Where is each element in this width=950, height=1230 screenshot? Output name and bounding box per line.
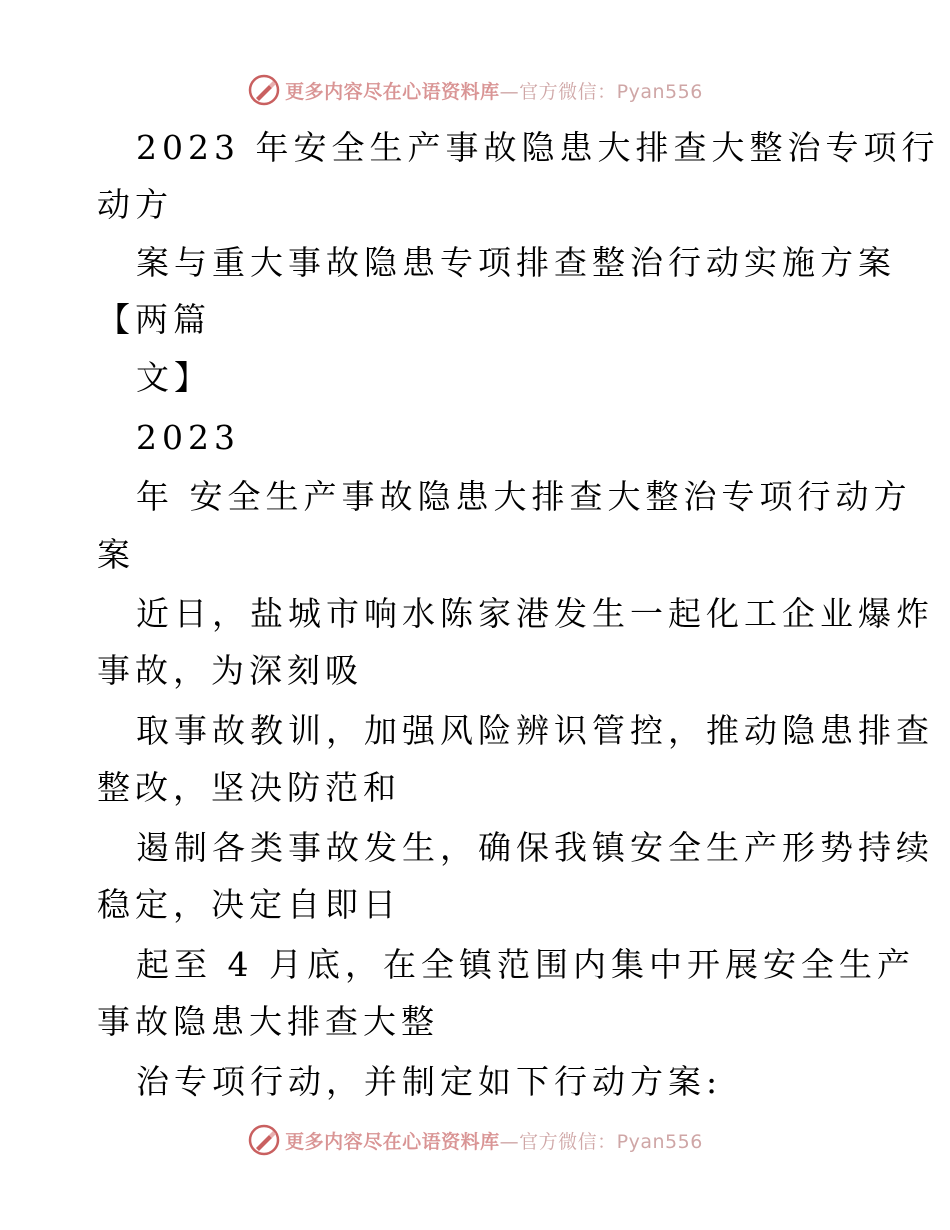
- text-line: 年 安全生产事故隐患大排查大整治专项行动方: [136, 477, 912, 516]
- text-line: 2023: [136, 418, 240, 457]
- text-line: 案: [97, 535, 135, 574]
- pen-circle-logo-icon: [247, 73, 281, 107]
- watermark-sub-text: —官方微信：Pyan556: [499, 80, 703, 103]
- text-line: 近日，盐城市响水陈家港发生一起化工企业爆炸: [136, 594, 934, 633]
- text-line: 起至 4 月底，在全镇范围内集中开展安全生产: [136, 945, 915, 984]
- watermark-main-text: 更多内容尽在心语资料库: [285, 80, 500, 103]
- footer-watermark: [0, 1120, 950, 1160]
- text-line: 事故隐患大排查大整: [97, 1002, 439, 1041]
- text-line: 【两篇: [97, 300, 211, 339]
- text-line: 事故，为深刻吸: [97, 651, 363, 690]
- text-line: 遏制各类事故发生，确保我镇安全生产形势持续: [136, 828, 934, 867]
- text-line: 稳定，决定自即日: [97, 885, 401, 924]
- text-line: 案与重大事故隐患专项排查整治行动实施方案: [136, 243, 896, 282]
- watermark-sub-text: —官方微信：Pyan556: [499, 1130, 703, 1153]
- text-line: 动方: [97, 185, 173, 224]
- header-watermark: [0, 70, 950, 110]
- text-line: 2023 年安全生产事故隐患大排查大整治专项行: [136, 128, 940, 167]
- text-line: 整改，坚决防范和: [97, 768, 401, 807]
- watermark-main-text: 更多内容尽在心语资料库: [285, 1130, 500, 1153]
- text-line: 取事故教训，加强风险辨识管控，推动隐患排查: [136, 711, 934, 750]
- text-line: 治专项行动，并制定如下行动方案:: [136, 1062, 723, 1101]
- pen-circle-logo-icon: [247, 1123, 281, 1157]
- text-line: 文】: [136, 358, 212, 397]
